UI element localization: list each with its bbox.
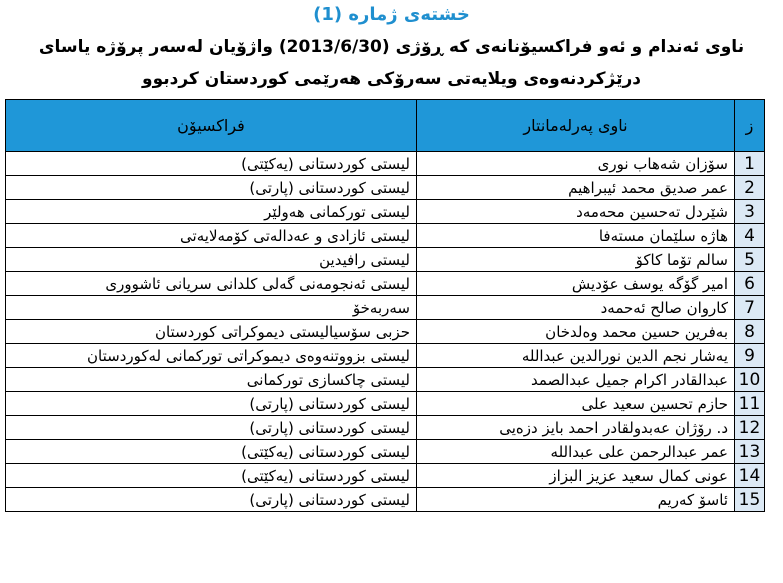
member-name: عمر صدیق محمد ئیبراهیم [417,176,735,200]
faction-name: لیستی کوردستانی (پارتی) [6,392,417,416]
table-header-row [6,100,765,152]
member-name: حازم تحسین سعید علی [417,392,735,416]
faction-name: لیستی کوردستانی (یەکێتی) [6,440,417,464]
row-number: 3 [735,200,765,224]
member-name: ئاسۆ کەریم [417,488,735,512]
member-name: بەفرین حسین محمد وەلدخان [417,320,735,344]
row-number: 15 [735,488,765,512]
faction-name: لیستی چاکسازی تورکمانی [6,368,417,392]
row-number: 9 [735,344,765,368]
member-name: هاژە سلێمان مستەفا [417,224,735,248]
member-name: امیر گۆگە یوسف عۆدیش [417,272,735,296]
faction-name: لیستی کوردستانی (پارتی) [6,176,417,200]
table-row [6,440,765,464]
row-number: 8 [735,320,765,344]
faction-name: حزبی سۆسیالیستی دیموکراتی کوردستان [6,320,417,344]
faction-name: لیستی کوردستانی (پارتی) [6,416,417,440]
member-name: شێردل تەحسین محەمەد [417,200,735,224]
row-number: 1 [735,152,765,176]
table-caption-title: خشتەی ژمارە (1) [313,4,470,25]
member-name: سۆزان شەهاب نوری [417,152,735,176]
faction-name: لیستی بزووتنەوەی دیموکراتی تورکمانی لەکوردستان [6,344,417,368]
table-row [6,248,765,272]
table-row [6,416,765,440]
row-number: 13 [735,440,765,464]
row-number: 2 [735,176,765,200]
row-number: 12 [735,416,765,440]
row-number: 7 [735,296,765,320]
member-name: یەشار نجم الدین نورالدین عبداللە [417,344,735,368]
table-row [6,368,765,392]
faction-name: لیستی کوردستانی (یەکێتی) [6,464,417,488]
table-row [6,392,765,416]
row-number: 5 [735,248,765,272]
table-row [6,464,765,488]
faction-name: لیستی تورکمانی هەولێر [6,200,417,224]
member-name: عمر عبدالرحمن علی عبداللە [417,440,735,464]
row-number: 4 [735,224,765,248]
table-row [6,296,765,320]
table-row [6,272,765,296]
header-member-name: ناوی پەرلەمانتار [417,100,735,152]
faction-name: لیستی کوردستانی (پارتی) [6,488,417,512]
header-faction: فراکسیۆن [6,100,417,152]
faction-name: لیستی رافیدین [6,248,417,272]
header-number: ز [735,100,765,152]
faction-name: لیستی ئازادی و عەدالەتی کۆمەلایەتی [6,224,417,248]
member-name: سالم تۆما کاکۆ [417,248,735,272]
table-description-line-2: درێژکردنەوەی ویلایەتی سەرۆکی هەرێمی کوردستان کردبوو [142,69,641,89]
row-number: 11 [735,392,765,416]
table-description-line-1: ناوی ئەندام و ئەو فراکسیۆنانەی کە ڕۆژی (2013/6/30) واژۆیان لەسەر پرۆژە یاسای [38,37,745,57]
member-name: عبدالقادر اکرام جمیل عبدالصمد [417,368,735,392]
member-name: کاروان صالح ئەحمەد [417,296,735,320]
faction-name: سەربەخۆ [6,296,417,320]
faction-name: لیستی کوردستانی (یەکێتی) [6,152,417,176]
member-name: عونی کمال سعید عزیز البزاز [417,464,735,488]
table-row [6,200,765,224]
row-number: 14 [735,464,765,488]
row-number: 6 [735,272,765,296]
faction-name: لیستی ئەنجومەنی گەلی کلدانی سریانی ئاشووری [6,272,417,296]
table-row [6,152,765,176]
table-row [6,176,765,200]
table-row [6,224,765,248]
row-number: 10 [735,368,765,392]
member-name: د. رۆژان عەبدولقادر احمد بایز دزەیی [417,416,735,440]
table-row [6,320,765,344]
members-table [5,99,765,512]
table-row [6,488,765,512]
table-row [6,344,765,368]
